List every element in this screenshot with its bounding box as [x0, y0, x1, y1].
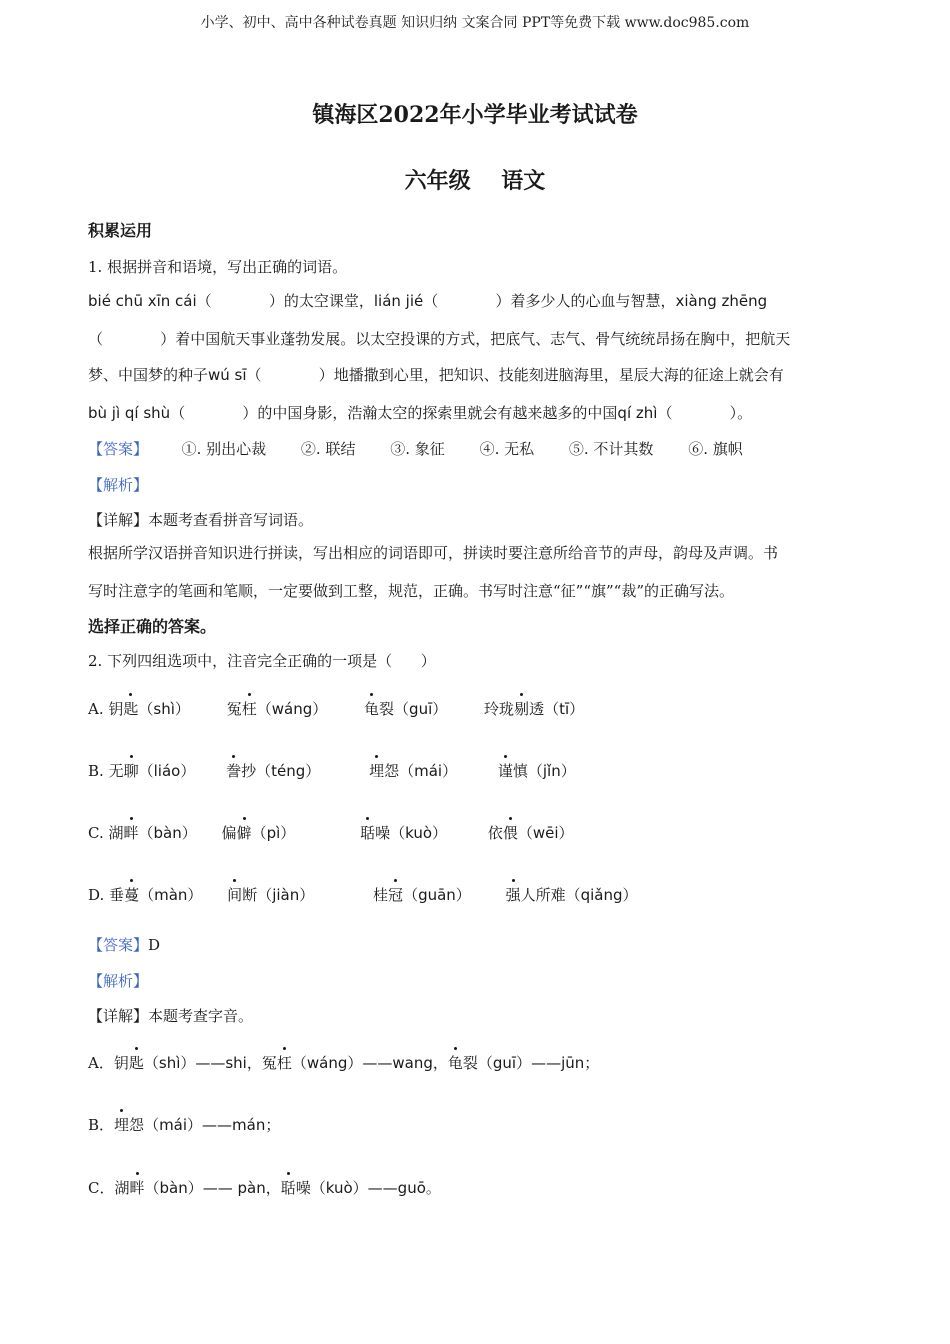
pinyin: （màn）: [139, 886, 203, 904]
answer-value: D: [148, 936, 161, 954]
pinyin: （wáng）: [256, 700, 328, 718]
explanation-line: 根据所学汉语拼音知识进行拼读，写出相应的词语即可，拼读时要注意所给音节的声母，韵母及声调。书: [88, 544, 779, 562]
text-span: （ ）着中国航天事业蓬勃发展。以太空投课的方式，把底气、志气、骨气统统昂扬在胸中，把航天: [88, 330, 791, 348]
word: 冤枉: [226, 700, 257, 718]
pinyin: wú sī: [208, 366, 247, 384]
pinyin: （mái）: [399, 762, 458, 780]
explanation-line: [88, 1114, 280, 1135]
site-header: 小学、初中、高中各种试卷真题 知识归纳 文案合同 PPT等免费下载 www.doc985.com: [200, 15, 750, 31]
explanation-line: 写时注意字的笔画和笔顺，一定要做到工整，规范，正确。书写时注意“征”“旗”“裁”的正确写法。: [88, 582, 735, 600]
pinyin: （qiǎng）: [565, 886, 638, 904]
exam-subtitle: 六年级 语文: [404, 168, 546, 194]
pinyin: （guī）——jūn；: [477, 1054, 600, 1072]
answer-item: ⑤. 不计其数: [568, 440, 654, 458]
pinyin: bié chū xīn cái: [88, 292, 197, 310]
word: 埋怨: [114, 1116, 145, 1134]
analysis-label: 【解析】: [88, 972, 149, 990]
pinyin: （jǐn）: [527, 762, 576, 780]
text-span: （ ）着多少人的心血与智慧，: [423, 292, 676, 310]
text-span: （ ）的太空课堂，: [196, 292, 374, 310]
pinyin: （kuò）: [390, 824, 448, 842]
word: 誊抄: [226, 762, 257, 780]
pinyin: （shì）: [138, 700, 190, 718]
pinyin: （jiàn）: [257, 886, 315, 904]
pinyin: （tī）: [544, 700, 585, 718]
section-heading: 积累运用: [88, 221, 153, 240]
answer-line: [88, 934, 160, 955]
pinyin: xiàng zhēng: [675, 292, 768, 310]
option-c: [88, 822, 574, 843]
pinyin: （téng）: [256, 762, 321, 780]
pinyin: （pì）: [251, 824, 296, 842]
answer-item: ①. 别出心裁: [181, 440, 267, 458]
question-text-line: [88, 290, 767, 311]
detail-text: 【详解】本题考查看拼音写词语。: [88, 511, 314, 529]
word: 钥匙: [108, 700, 139, 718]
word: 桂冠: [373, 886, 404, 904]
word: 依偎: [487, 824, 518, 842]
text-span: （ ）。: [657, 404, 753, 422]
option-label: B．: [88, 1116, 115, 1134]
word: 钥匙: [113, 1054, 144, 1072]
pinyin: lián jié: [373, 292, 424, 310]
pinyin: （guān）: [403, 886, 471, 904]
word: 强人所难: [505, 886, 566, 904]
pinyin: qí zhì: [617, 404, 658, 422]
question-prompt: 2. 下列四组选项中，注音完全正确的一项是（ ）: [88, 652, 436, 670]
option-label: B.: [88, 762, 104, 780]
explanation-line: [88, 1177, 441, 1198]
option-label: A．: [88, 1054, 114, 1072]
pinyin: （bàn）: [138, 824, 197, 842]
question-text-line: [88, 328, 790, 349]
answer-item: ④. 无私: [479, 440, 535, 458]
text-span: 梦、中国梦的种子: [88, 366, 209, 384]
word: 玲珑剔透: [484, 700, 545, 718]
section-heading: 选择正确的答案。: [88, 617, 217, 636]
word: 聒噪: [280, 1179, 311, 1197]
word: 埋怨: [369, 762, 400, 780]
answer-item: ③. 象征: [390, 440, 445, 458]
answer-item: ②. 联结: [300, 440, 356, 458]
word: 冤枉: [261, 1054, 292, 1072]
exam-title: 镇海区2022年小学毕业考试试卷: [312, 102, 638, 128]
pinyin: （mái）——mán；: [144, 1116, 281, 1134]
word: 湖畔: [108, 824, 139, 842]
word: 无聊: [108, 762, 139, 780]
option-label: A.: [88, 700, 104, 718]
answer-label: 【答案】: [88, 936, 149, 954]
text-span: （ ）的中国身影，浩瀚太空的探索里就会有越来越多的中国: [170, 404, 618, 422]
pinyin: bù jì qí shù: [88, 404, 171, 422]
word: 龟裂: [447, 1054, 478, 1072]
pinyin: （wáng）——wang，: [291, 1054, 448, 1072]
option-label: C.: [88, 824, 104, 842]
word: 谨慎: [497, 762, 528, 780]
option-d: [88, 884, 638, 905]
option-label: D.: [88, 886, 105, 904]
analysis-label: 【解析】: [88, 476, 149, 494]
word: 龟裂: [364, 700, 395, 718]
pinyin: （kuò）——guō。: [310, 1179, 441, 1197]
question-prompt: 1. 根据拼音和语境，写出正确的词语。: [88, 258, 348, 276]
question-text-line: [88, 402, 752, 423]
option-a: [88, 698, 584, 719]
answer-line: [88, 438, 743, 459]
answer-label: 【答案】: [88, 440, 149, 458]
pinyin: （guī）: [394, 700, 448, 718]
detail-text: 【详解】本题考查字音。: [88, 1007, 254, 1025]
pinyin: （wēi）: [517, 824, 574, 842]
question-text-line: [88, 364, 784, 385]
option-b: [88, 760, 576, 781]
text-span: （ ）地播撒到心里，把知识、技能刻进脑海里，星辰大海的征途上就会有: [246, 366, 784, 384]
word: 湖畔: [114, 1179, 145, 1197]
pinyin: （shì）——shi，: [143, 1054, 262, 1072]
answer-item: ⑥. 旗帜: [688, 440, 743, 458]
option-label: C．: [88, 1179, 115, 1197]
word: 间断: [227, 886, 258, 904]
explanation-line: [88, 1052, 599, 1073]
word: 垂蔓: [109, 886, 140, 904]
word: 偏僻: [221, 824, 252, 842]
pinyin: （bàn）—— pàn，: [144, 1179, 281, 1197]
word: 聒噪: [360, 824, 391, 842]
pinyin: （liáo）: [138, 762, 196, 780]
